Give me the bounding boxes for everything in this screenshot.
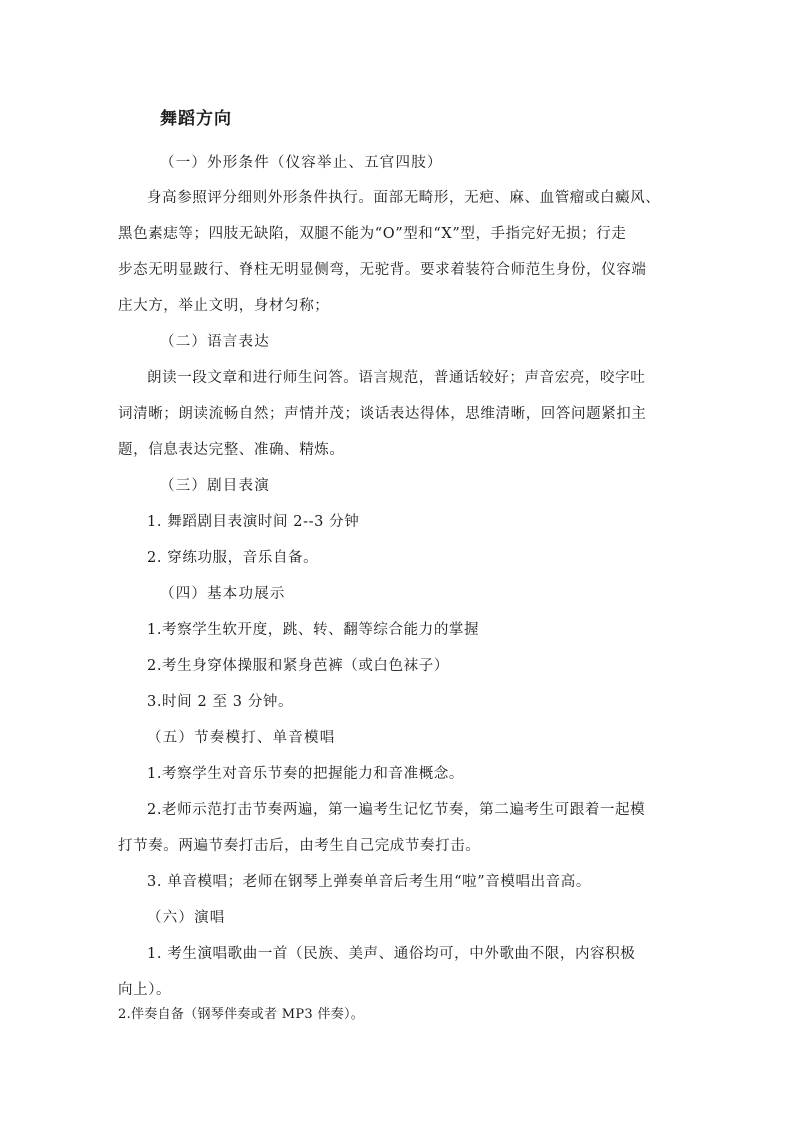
section-heading-singing: （六）演唱 — [147, 910, 226, 926]
paragraph-line: 2.老师示范打击节奏两遍，第一遍考生记忆节奏，第二遍考生可跟着一起模 — [147, 802, 646, 818]
section-heading-appearance: （一）外形条件（仪容举止、五官四肢） — [160, 155, 443, 171]
paragraph-line: 1.考察学生对音乐节奏的把握能力和音准概念。 — [147, 766, 465, 782]
list-item: 2. 穿练功服，音乐自备。 — [147, 550, 319, 566]
paragraph-line: 朗读一段文章和进行师生问答。语言规范，普通话较好；声音宏亮，咬字吐 — [147, 370, 646, 386]
section-heading-basic-skills: （四）基本功展示 — [160, 586, 286, 602]
list-item: 2.考生身穿体操服和紧身芭裤（或白色袜子） — [147, 658, 449, 674]
list-item: 1.考察学生软开度，跳、转、翻等综合能力的掌握 — [147, 622, 480, 638]
paragraph-line: 向上）。 — [118, 982, 172, 998]
paragraph-line: 身高参照评分细则外形条件执行。面部无畸形，无疤、麻、血管瘤或白癜风、 — [147, 190, 661, 206]
paragraph-line: 2.伴奏自备（钢琴伴奏或者 MP3 伴奏）。 — [118, 1007, 365, 1022]
section-heading-performance: （三）剧目表演 — [160, 478, 270, 494]
list-item: 3.时间 2 至 3 分钟。 — [147, 694, 294, 710]
section-heading-language: （二）语言表达 — [160, 334, 270, 350]
paragraph-line: 3. 单音模唱；老师在钢琴上弹奏单音后考生用“啦”音模唱出音高。 — [147, 874, 591, 890]
paragraph-line: 词清晰；朗读流畅自然；声情并茂；谈话表达得体，思维清晰，回答问题紧扣主 — [118, 406, 647, 422]
paragraph-line: 庄大方，举止文明，身材匀称； — [118, 298, 330, 314]
paragraph-line: 1. 考生演唱歌曲一首（民族、美声、通俗均可，中外歌曲不限，内容积极 — [147, 946, 636, 962]
section-heading-rhythm: （五）节奏模打、单音模唱 — [147, 730, 336, 746]
list-item: 1. 舞蹈剧目表演时间 2--3 分钟 — [147, 514, 360, 530]
paragraph-line: 题，信息表达完整、准确、精炼。 — [118, 442, 345, 458]
document-title: 舞蹈方向 — [160, 109, 232, 129]
paragraph-line: 黑色素痣等；四肢无缺陷，双腿不能为“O”型和“X”型，手指完好无损；行走 — [118, 226, 627, 242]
paragraph-line: 步态无明显跛行、脊柱无明显侧弯，无驼背。要求着装符合师范生身份，仪容端 — [118, 262, 647, 278]
paragraph-line: 打节奏。两遍节奏打击后，由考生自己完成节奏打击。 — [118, 838, 481, 854]
